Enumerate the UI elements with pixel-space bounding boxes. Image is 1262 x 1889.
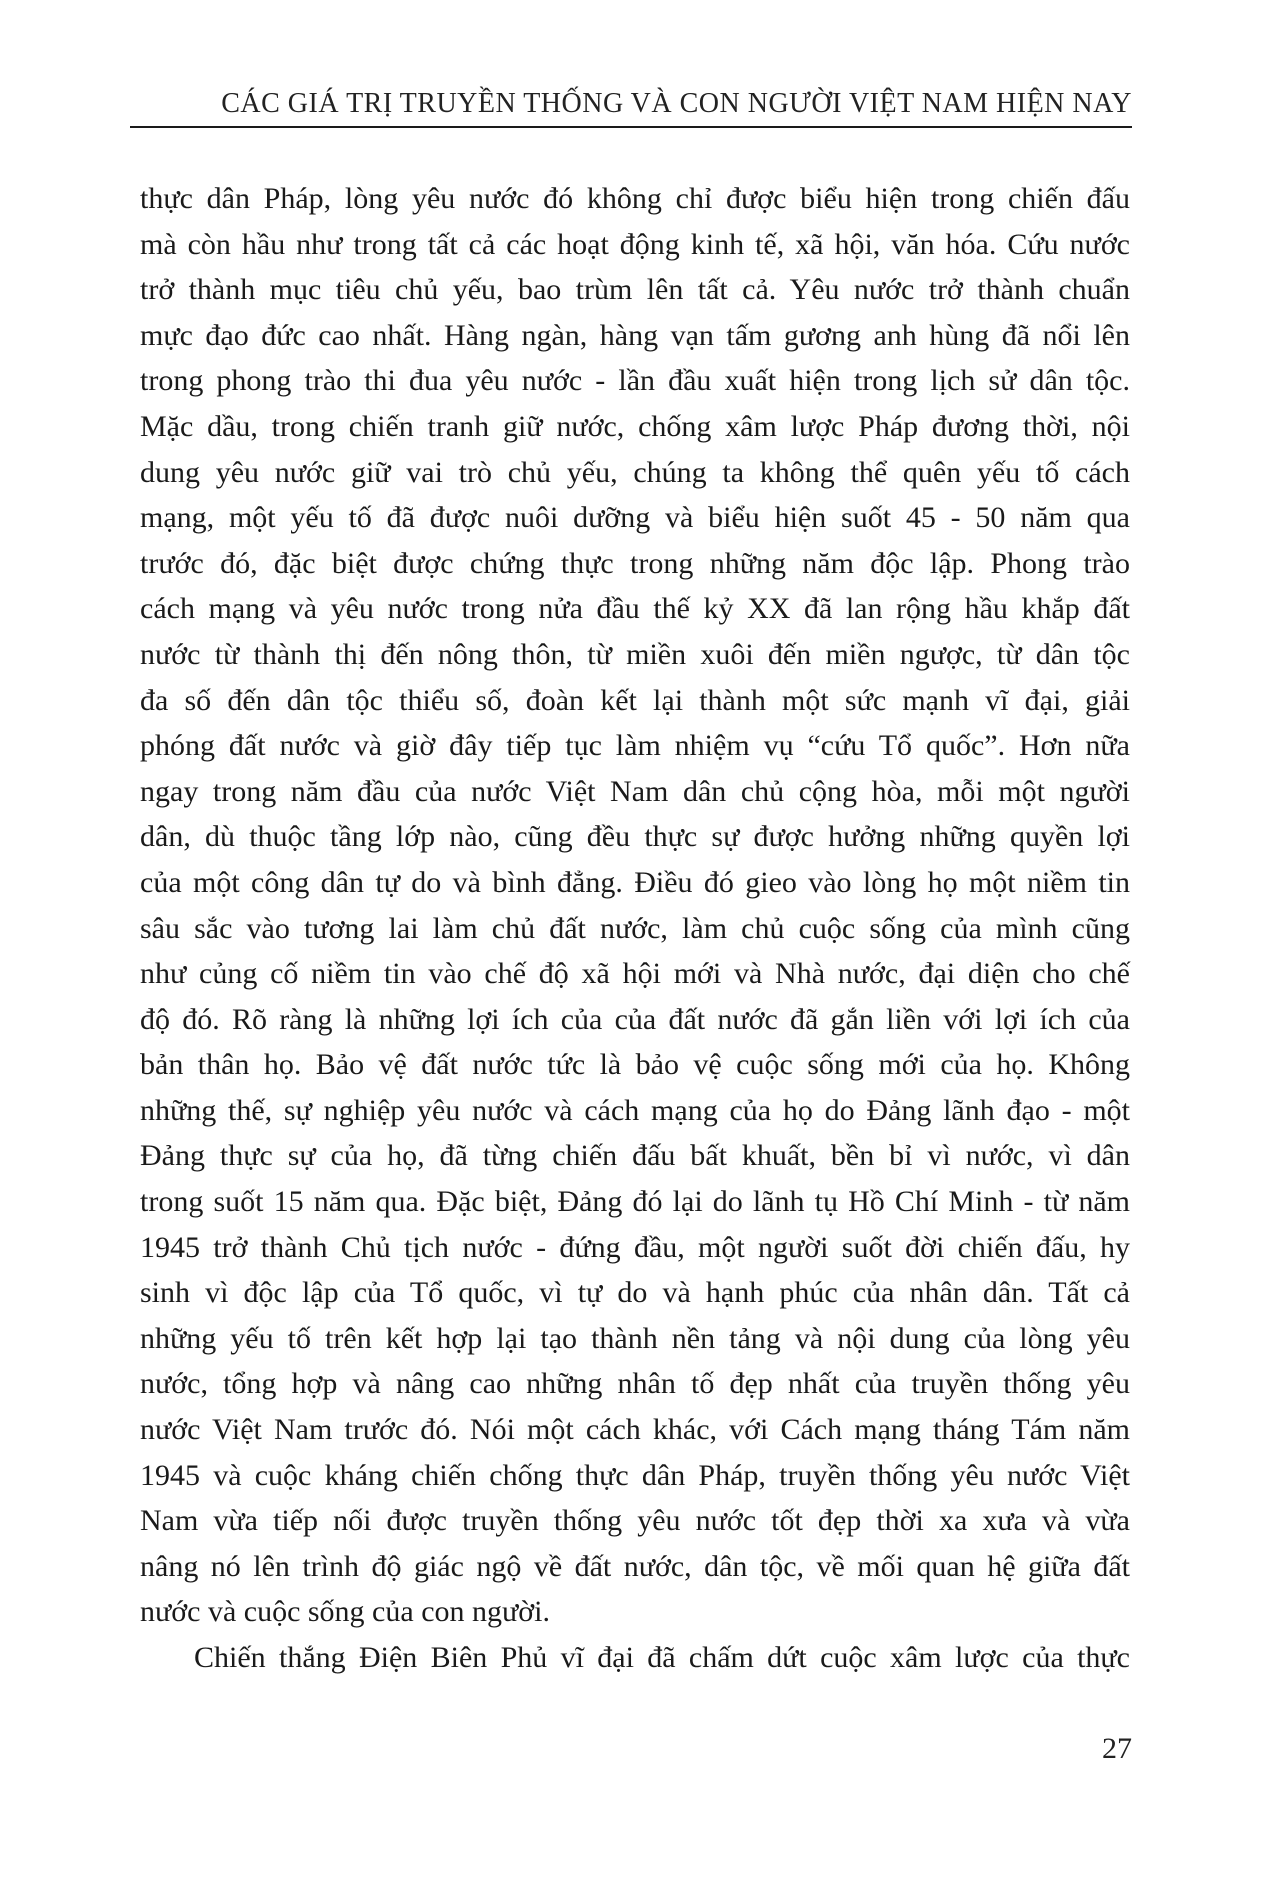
paragraph-2 — [140, 1635, 1130, 1681]
text-line: những thế, sự nghiệp yêu nước và cách mạng của họ do Đảng lãnh đạo - một — [140, 1093, 1130, 1127]
text-line: trước đó, đặc biệt được chứng thực trong những năm độc lập. Phong trào — [140, 546, 1130, 580]
text-line: nước từ thành thị đến nông thôn, từ miền xuôi đến miền ngược, từ dân tộc — [140, 637, 1130, 671]
text-line: thực dân Pháp, lòng yêu nước đó không chỉ được biểu hiện trong chiến đấu — [140, 182, 1130, 215]
text-line: ngay trong năm đầu của nước Việt Nam dân chủ cộng hòa, mỗi một người — [140, 774, 1130, 808]
text-line: Đảng thực sự của họ, đã từng chiến đấu bất khuất, bền bỉ vì nước, vì dân — [140, 1139, 1130, 1173]
text-line: Chiến thắng Điện Biên Phủ vĩ đại đã chấm dứt cuộc xâm lược của thực — [194, 1641, 1130, 1674]
header-divider — [130, 126, 1132, 128]
text-line: phóng đất nước và giờ đây tiếp tục làm nhiệm vụ “cứu Tổ quốc”. Hơn nữa — [140, 729, 1130, 763]
page-number: 27 — [1102, 1732, 1132, 1765]
running-header: CÁC GIÁ TRỊ TRUYỀN THỐNG VÀ CON NGƯỜI VIỆT NAM HIỆN NAY — [221, 88, 1132, 119]
text-line: Nam vừa tiếp nối được truyền thống yêu nước tốt đẹp thời xa xưa và vừa — [140, 1504, 1130, 1538]
text-line: trong phong trào thi đua yêu nước - lần đầu xuất hiện trong lịch sử dân tộc. — [140, 364, 1130, 398]
text-line: nước, tổng hợp và nâng cao những nhân tố đẹp nhất của truyền thống yêu — [140, 1367, 1130, 1401]
text-line: 1945 trở thành Chủ tịch nước - đứng đầu, một người suốt đời chiến đấu, hy — [140, 1230, 1130, 1264]
text-line: trở thành mục tiêu chủ yếu, bao trùm lên tất cả. Yêu nước trở thành chuẩn — [140, 273, 1130, 307]
text-line: cách mạng và yêu nước trong nửa đầu thế kỷ XX đã lan rộng hầu khắp đất — [140, 592, 1130, 626]
text-line: Mặc dầu, trong chiến tranh giữ nước, chống xâm lược Pháp đương thời, nội — [140, 409, 1130, 443]
text-line: như củng cố niềm tin vào chế độ xã hội mới và Nhà nước, đại diện cho chế — [140, 957, 1130, 991]
text-line: những yếu tố trên kết hợp lại tạo thành nền tảng và nội dung của lòng yêu — [140, 1321, 1130, 1355]
paragraph-1 — [140, 176, 1130, 1635]
text-line: trong suốt 15 năm qua. Đặc biệt, Đảng đó lại do lãnh tụ Hồ Chí Minh - từ năm — [140, 1185, 1130, 1219]
text-line: đa số đến dân tộc thiểu số, đoàn kết lại thành một sức mạnh vĩ đại, giải — [140, 683, 1130, 717]
text-line: dân, dù thuộc tầng lớp nào, cũng đều thực sự được hưởng những quyền lợi — [140, 820, 1130, 854]
text-line: nước Việt Nam trước đó. Nói một cách khác, với Cách mạng tháng Tám năm — [140, 1413, 1130, 1447]
text-line: bản thân họ. Bảo vệ đất nước tức là bảo vệ cuộc sống mới của họ. Không — [140, 1048, 1130, 1082]
text-line: mà còn hầu như trong tất cả các hoạt động kinh tế, xã hội, văn hóa. Cứu nước — [140, 227, 1130, 261]
text-line: của một công dân tự do và bình đẳng. Điều đó gieo vào lòng họ một niềm tin — [140, 865, 1130, 899]
text-line: mạng, một yếu tố đã được nuôi dưỡng và biểu hiện suốt 45 - 50 năm qua — [140, 501, 1130, 535]
text-line: dung yêu nước giữ vai trò chủ yếu, chúng ta không thể quên yếu tố cách — [140, 455, 1130, 489]
text-line: nâng nó lên trình độ giác ngộ về đất nước, dân tộc, về mối quan hệ giữa đất — [140, 1549, 1130, 1583]
text-line: nước và cuộc sống của con người. — [140, 1595, 550, 1629]
body-text — [140, 176, 1130, 1681]
text-line: mực đạo đức cao nhất. Hàng ngàn, hàng vạn tấm gương anh hùng đã nổi lên — [140, 318, 1130, 352]
text-line: 1945 và cuộc kháng chiến chống thực dân Pháp, truyền thống yêu nước Việt — [140, 1458, 1130, 1492]
text-line: độ đó. Rõ ràng là những lợi ích của của đất nước đã gắn liền với lợi ích của — [140, 1002, 1130, 1036]
text-line: sinh vì độc lập của Tổ quốc, vì tự do và hạnh phúc của nhân dân. Tất cả — [140, 1276, 1130, 1310]
text-line: sâu sắc vào tương lai làm chủ đất nước, làm chủ cuộc sống của mình cũng — [140, 911, 1130, 945]
